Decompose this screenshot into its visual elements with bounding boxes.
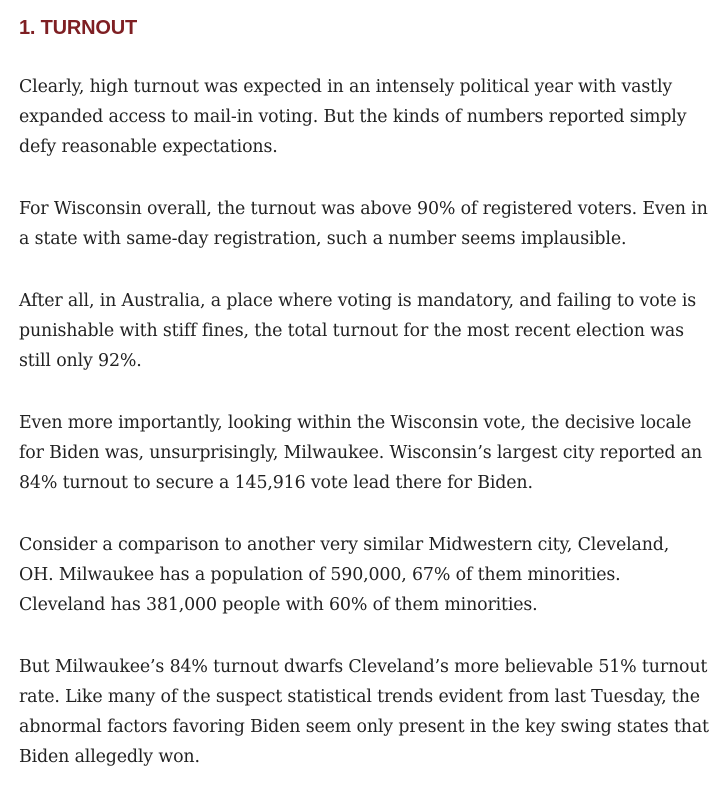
article-body [19,14,709,772]
paragraph-milwaukee-turnout: Even more importantly, looking within the Wisconsin vote, the decisive locale for Biden was, unsurprisingly, Milwaukee. Wisconsin’s largest city reported an 84% turnout to secure a 145,916 vote lead there for Biden. [19,413,703,493]
paragraph-turnout-rate-contrast: But Milwaukee’s 84% turnout dwarfs Cleveland’s more believable 51% turnout rate. Like many of the suspect statistical trends evident from last Tuesday, the abnormal factors favoring Biden seem only present in the key swing states that Biden allegedly won. [19,657,709,767]
paragraph-cleveland-comparison: Consider a comparison to another very similar Midwestern city, Cleveland, OH. Milwaukee has a population of 590,000, 67% of them minorities. Cleveland has 381,000 people with 60% of them minorities. [19,535,670,615]
paragraph-wisconsin-overall: For Wisconsin overall, the turnout was above 90% of registered voters. Even in a state with same-day registration, such a number seems implausible. [19,199,708,249]
paragraph-turnout-expectations: Clearly, high turnout was expected in an intensely political year with vastly expanded access to mail-in voting. But the kinds of numbers reported simply defy reasonable expectations. [19,77,687,157]
paragraph-australia-comparison: After all, in Australia, a place where voting is mandatory, and failing to vote is punishable with stiff fines, the total turnout for the most recent election was still only 92%. [19,291,697,371]
section-heading: 1. TURNOUT [19,17,138,39]
